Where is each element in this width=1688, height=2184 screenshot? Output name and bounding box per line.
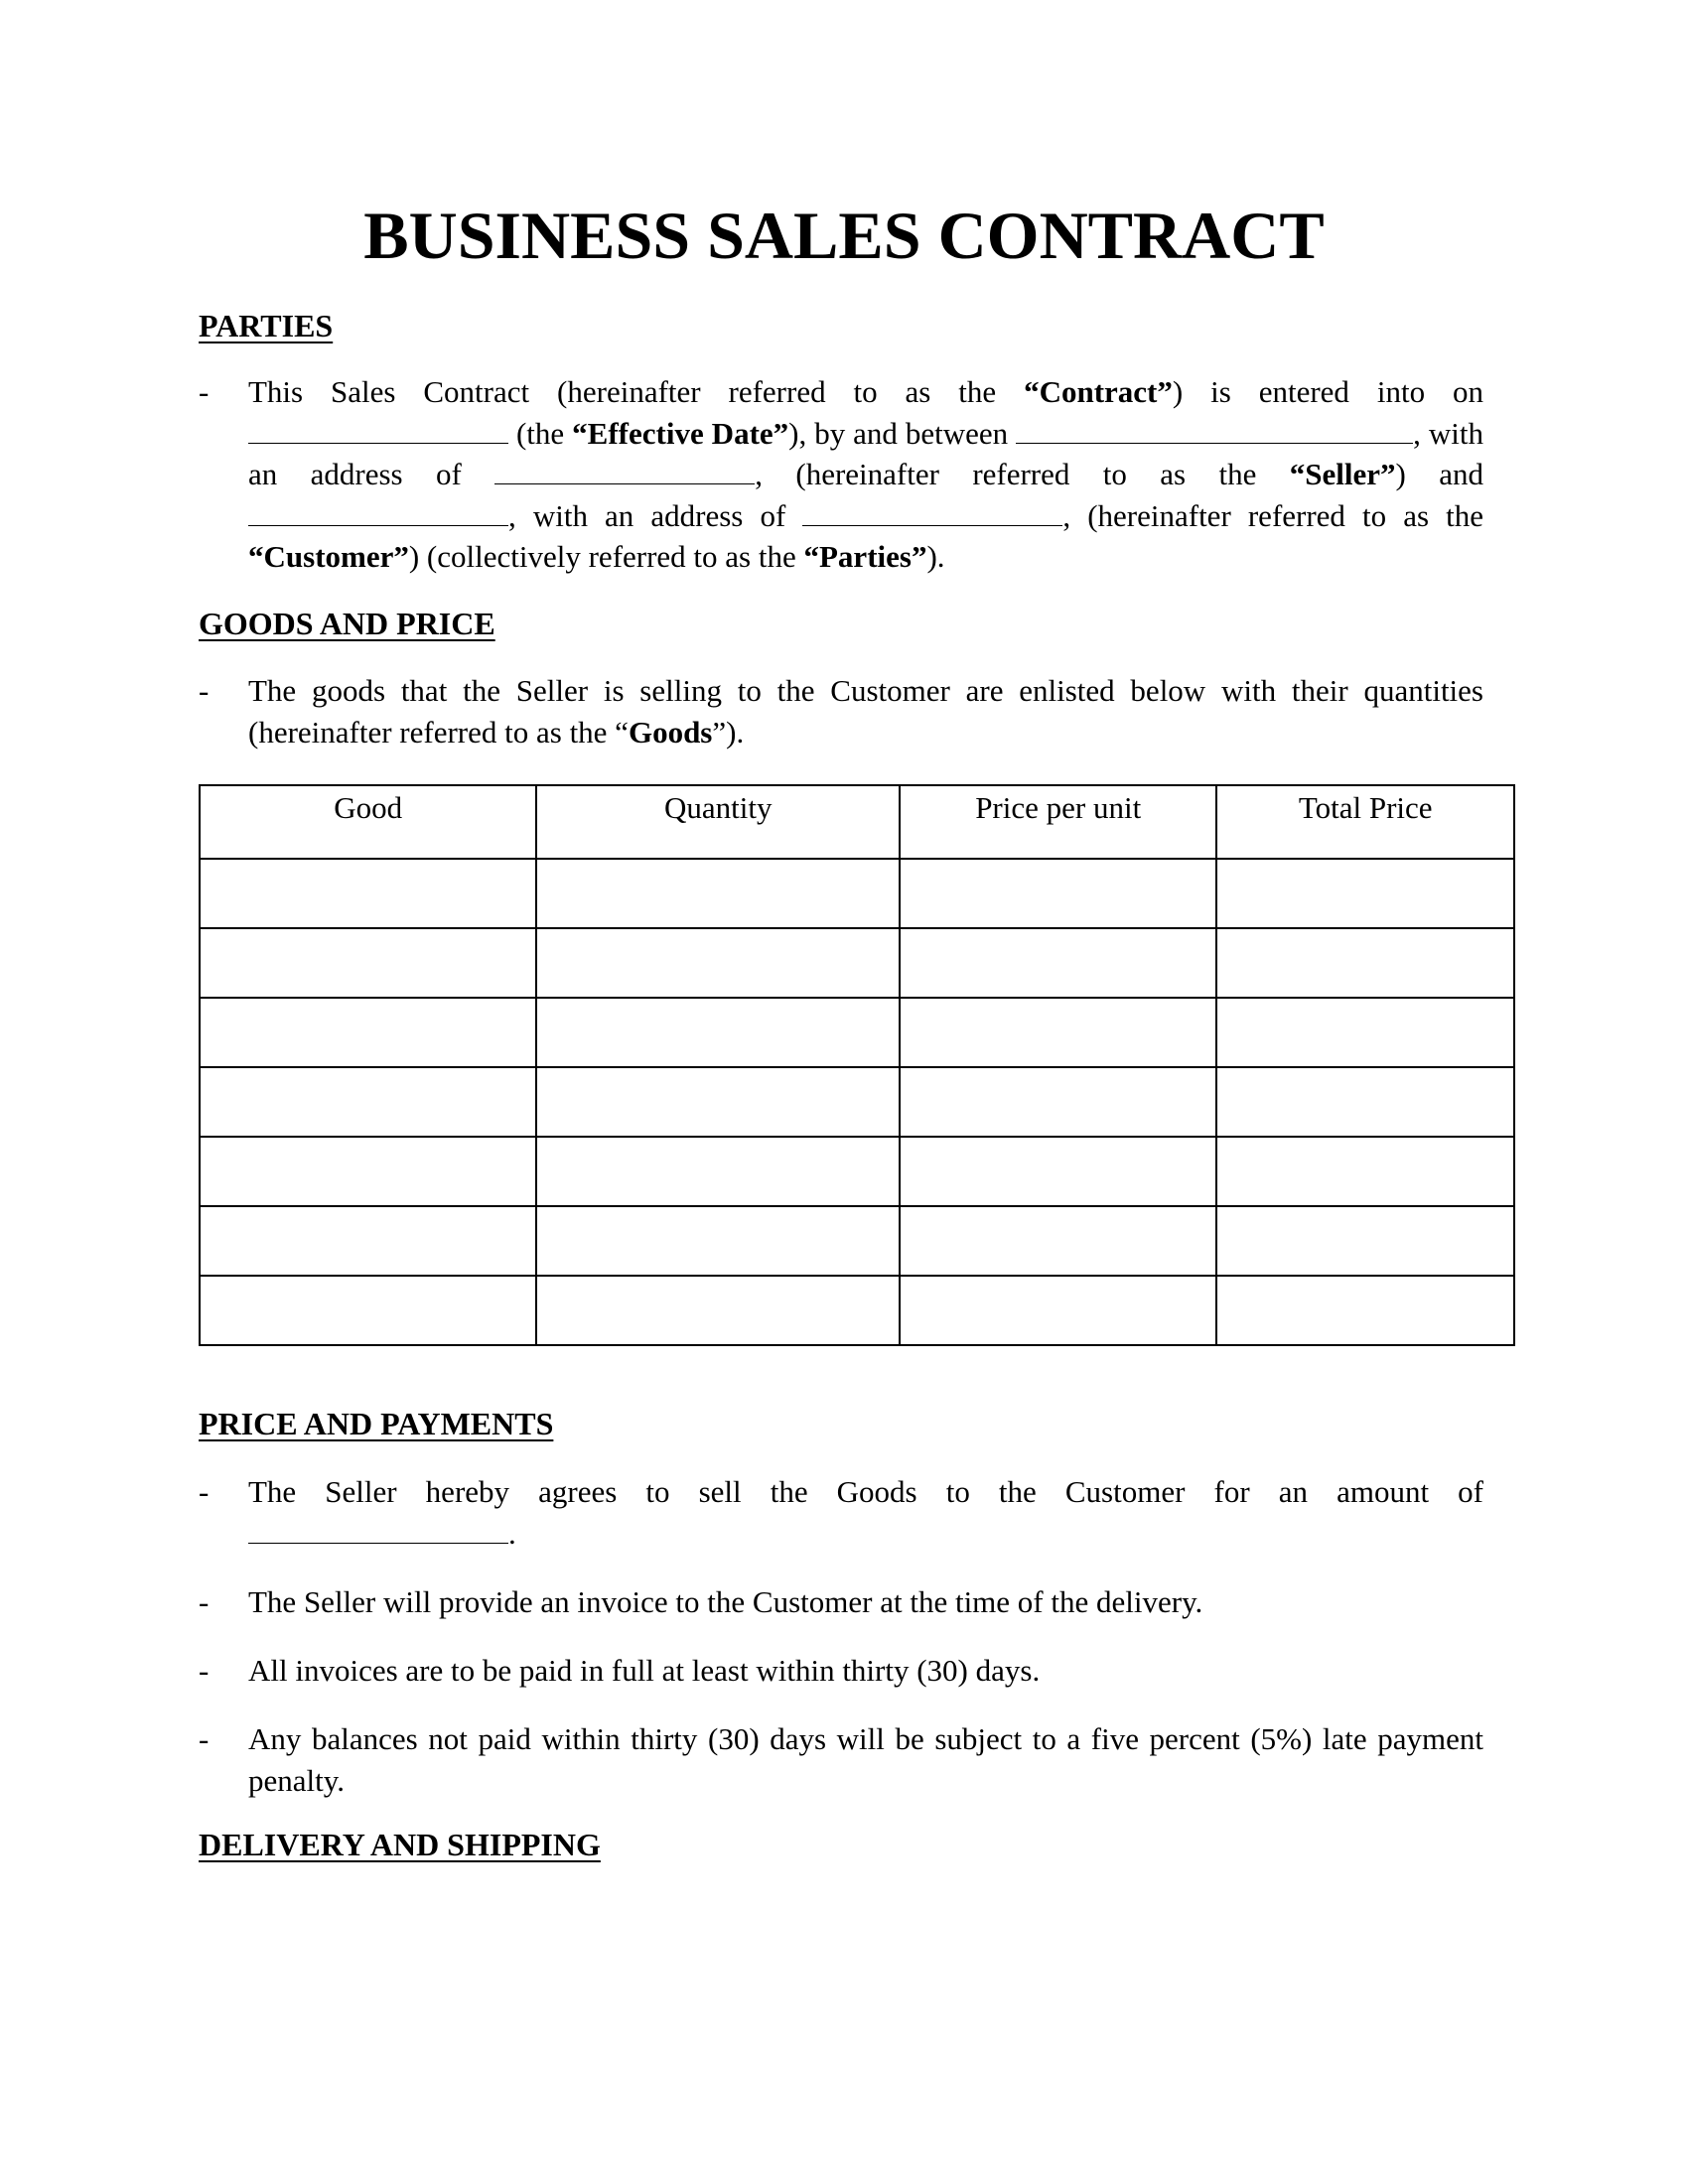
payment-item-text: The Seller will provide an invoice to the Customer at the time of the delivery. xyxy=(248,1584,1203,1619)
text-run: , (hereinafter referred to as the xyxy=(1062,497,1484,533)
parties-text xyxy=(248,371,1483,578)
list-dash: - xyxy=(199,1653,210,1688)
list-dash: - xyxy=(199,1721,210,1756)
defined-term-effective-date: “Effective Date” xyxy=(572,415,789,451)
column-header-quantity: Quantity xyxy=(536,785,899,859)
table-cell[interactable] xyxy=(536,1067,899,1137)
table-cell[interactable] xyxy=(1216,1206,1514,1276)
defined-term-contract: “Contract” xyxy=(1024,374,1173,409)
payment-item-1 xyxy=(199,1471,1483,1554)
blank-effective-date[interactable] xyxy=(248,442,508,444)
payment-amount-line xyxy=(248,1513,1483,1555)
text-run: , with an address of xyxy=(508,497,786,533)
text-run: . xyxy=(508,1515,516,1551)
blank-seller-name[interactable] xyxy=(1016,442,1413,444)
payment-item-text xyxy=(248,1471,1483,1513)
text-run: This Sales Contract (hereinafter referred to as the xyxy=(248,374,997,409)
table-cell[interactable] xyxy=(1216,998,1514,1067)
table-row xyxy=(200,1067,1514,1137)
heading-goods-and-price: GOODS AND PRICE xyxy=(199,606,495,641)
text-run: ”). xyxy=(712,714,745,750)
goods-clause xyxy=(199,670,1483,752)
table-cell[interactable] xyxy=(200,859,536,928)
table-row xyxy=(200,928,1514,998)
table-cell[interactable] xyxy=(1216,928,1514,998)
list-dash: - xyxy=(199,1584,210,1619)
table-cell[interactable] xyxy=(536,859,899,928)
list-dash: - xyxy=(199,673,210,708)
payment-item-3 xyxy=(199,1650,1483,1692)
table-cell[interactable] xyxy=(200,1206,536,1276)
table-cell[interactable] xyxy=(1216,1137,1514,1206)
table-cell[interactable] xyxy=(536,928,899,998)
table-row xyxy=(200,998,1514,1067)
text-run: , (hereinafter referred to as the xyxy=(755,457,1257,491)
table-cell[interactable] xyxy=(200,1276,536,1345)
defined-term-parties: “Parties” xyxy=(803,539,927,574)
text-run: ) (collectively referred to as the xyxy=(408,539,796,574)
table-cell[interactable] xyxy=(900,1067,1216,1137)
payment-item-text: Any balances not paid within thirty (30) days will be subject to a five percent (5%) late payment penalty. xyxy=(248,1721,1483,1798)
heading-parties: PARTIES xyxy=(199,308,334,343)
list-dash: - xyxy=(199,374,210,409)
heading-delivery-and-shipping: DELIVERY AND SHIPPING xyxy=(199,1827,601,1862)
text-run: (the xyxy=(515,415,565,451)
column-header-price-per-unit: Price per unit xyxy=(900,785,1216,859)
column-header-good: Good xyxy=(200,785,536,859)
parties-clause xyxy=(199,371,1483,578)
text-run: with an address of xyxy=(248,415,1484,491)
text-run: The Seller hereby agrees to sell the Goods to the Customer for an amount of xyxy=(248,1474,1483,1509)
defined-term-customer: “Customer” xyxy=(248,539,409,574)
table-cell[interactable] xyxy=(900,928,1216,998)
text-run: ) and xyxy=(1395,457,1483,491)
table-cell[interactable] xyxy=(536,1206,899,1276)
table-row xyxy=(200,859,1514,928)
goods-text xyxy=(248,670,1483,752)
table-cell[interactable] xyxy=(900,1276,1216,1345)
table-header-row xyxy=(200,785,1514,859)
defined-term-seller: “Seller” xyxy=(1289,457,1396,491)
table-cell[interactable] xyxy=(1216,1276,1514,1345)
heading-price-and-payments: PRICE AND PAYMENTS xyxy=(199,1406,554,1441)
document-title: BUSINESS SALES CONTRACT xyxy=(363,198,1325,273)
blank-seller-address[interactable] xyxy=(494,482,755,484)
text-run: , xyxy=(1413,415,1421,451)
payment-item-4 xyxy=(199,1718,1483,1801)
table-cell[interactable] xyxy=(900,1206,1216,1276)
blank-amount[interactable] xyxy=(248,1542,508,1544)
table-cell[interactable] xyxy=(1216,859,1514,928)
goods-table-body xyxy=(200,859,1514,1345)
table-cell[interactable] xyxy=(900,1137,1216,1206)
payment-item-text: All invoices are to be paid in full at least within thirty (30) days. xyxy=(248,1653,1041,1688)
text-run: ) is entered into on xyxy=(1172,374,1483,409)
table-cell[interactable] xyxy=(536,1137,899,1206)
payment-item-2 xyxy=(199,1581,1483,1623)
column-header-total-price: Total Price xyxy=(1216,785,1514,859)
table-cell[interactable] xyxy=(200,928,536,998)
table-row xyxy=(200,1276,1514,1345)
table-cell[interactable] xyxy=(200,1067,536,1137)
table-cell[interactable] xyxy=(536,1276,899,1345)
text-run: ). xyxy=(926,539,945,574)
table-cell[interactable] xyxy=(900,998,1216,1067)
defined-term-goods: Goods xyxy=(628,714,713,750)
goods-table xyxy=(199,784,1515,1346)
table-row xyxy=(200,1137,1514,1206)
table-cell[interactable] xyxy=(536,998,899,1067)
text-run: The goods that the Seller is selling to the Customer are enlisted below with their quantities (hereinafter referred to as the “ xyxy=(248,673,1483,750)
blank-customer-name[interactable] xyxy=(248,524,508,526)
table-cell[interactable] xyxy=(200,998,536,1067)
table-row xyxy=(200,1206,1514,1276)
blank-customer-address[interactable] xyxy=(802,524,1062,526)
table-cell[interactable] xyxy=(900,859,1216,928)
list-dash: - xyxy=(199,1474,210,1509)
table-cell[interactable] xyxy=(200,1137,536,1206)
table-cell[interactable] xyxy=(1216,1067,1514,1137)
text-run: ), by and between xyxy=(788,415,1009,451)
